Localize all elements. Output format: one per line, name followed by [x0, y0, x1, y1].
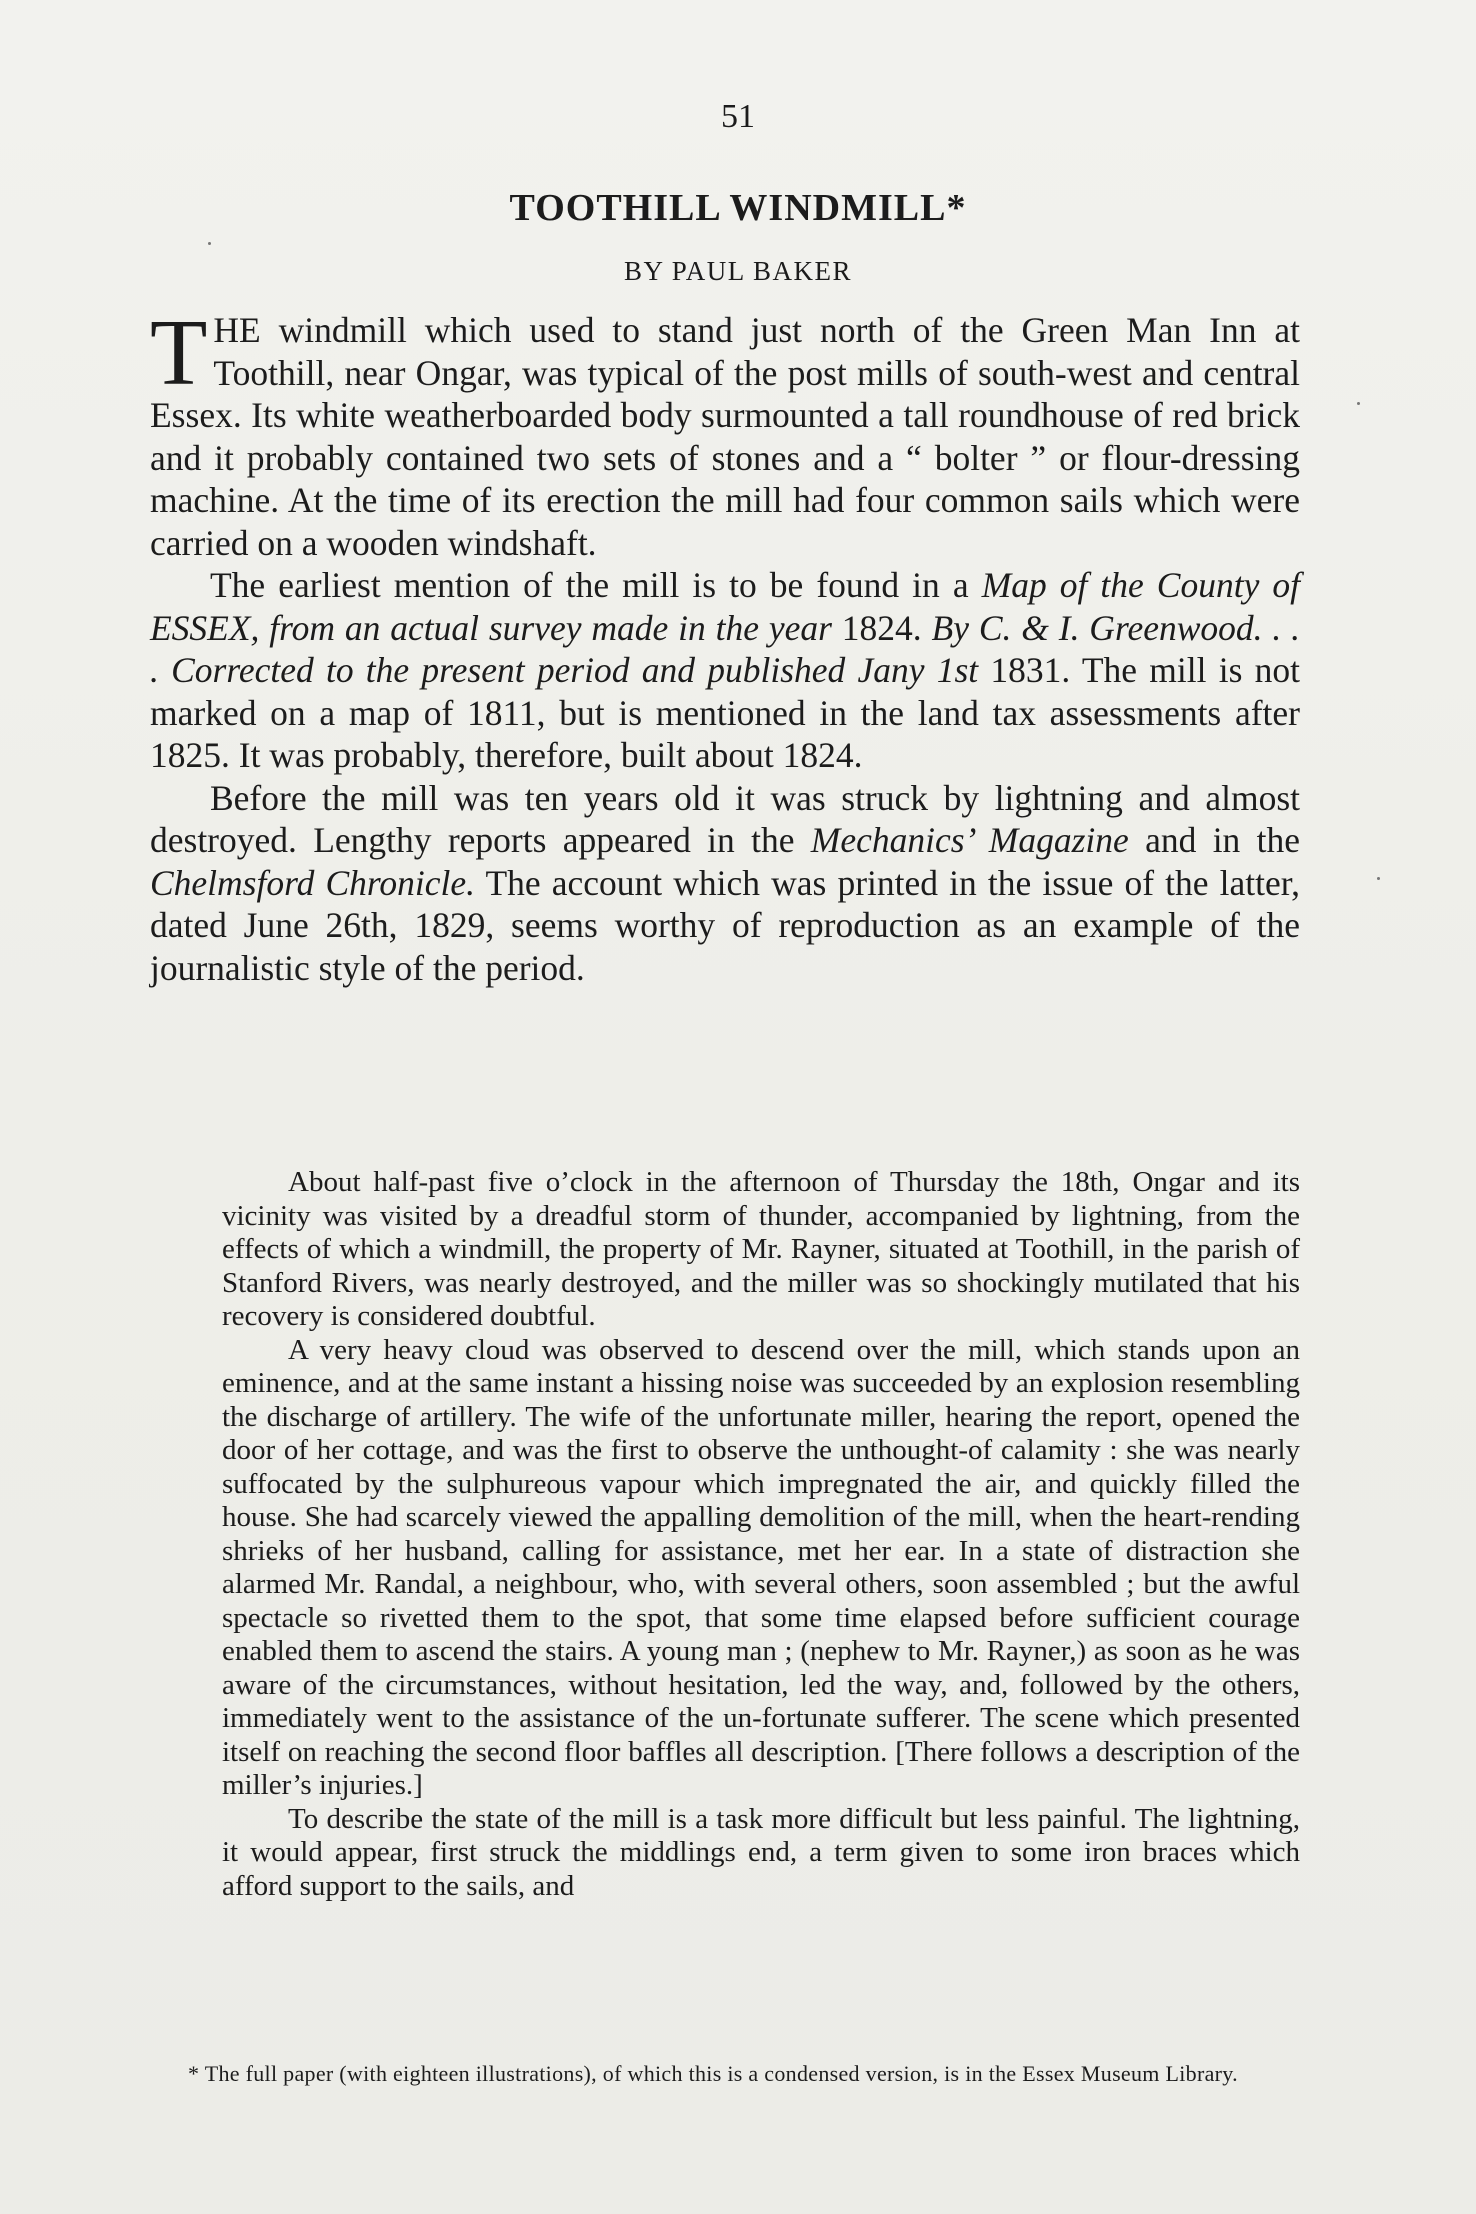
page-number: 51 [721, 98, 755, 135]
article-body [150, 301, 1301, 989]
paper-speck [208, 242, 211, 245]
article-title: TOOTHILL WINDMILL* [509, 187, 967, 229]
map-credit-italic: By C. & I. Greenwood. . . . Corrected to the present period and published Jany 1st [150, 607, 1300, 690]
drop-cap: T [150, 301, 208, 405]
paragraph-2-text-c: 1831. The mill is not marked on a map of 1811, but is mentioned in the land tax assessments after 1825. It was probably, therefore, built about 1824. [150, 650, 1300, 775]
quote-paragraph-1: About half-past five o’clock in the afternoon of Thursday the 18th, Ongar and its vicinity was visited by a dreadful storm of thunder, accompanied by lightning, from the effects of which a windmill, the property of Mr. Rayner, situated at Toothill, in the parish of Stanford Rivers, was nearly destroyed, and the miller was so shockingly mutilated that his recovery is considered doubtful. [222, 1166, 1300, 1332]
paragraph-2-text-a: The earliest mention of the mill is to be found in a [210, 565, 982, 605]
quote-paragraph-2: A very heavy cloud was observed to descend over the mill, which stands upon an eminence, and at the same instant a hissing noise was succeeded by an explosion resembling the discharge of artillery. The wife of the unfortunate miller, hearing the report, opened the door of her cottage, and was the first to observe the unthought-of calamity : she was nearly suffocated by the sulphureous vapour which impregnated the air, and quickly filled the house. She had scarcely viewed the appalling demolition of the mill, when the heart-rending shrieks of her husband, calling for assistance, met her ear. In a state of distraction she alarmed Mr. Randal, a neighbour, who, with several others, soon assembled ; but the awful spectacle so rivetted them to the spot, that some time elapsed before sufficient courage enabled them to ascend the stairs. A young man ; (nephew to Mr. Rayner,) as soon as he was aware of the circumstances, without hesitation, led the way, and, followed by the others, immediately went to the assistance of the un-fortunate sufferer. The scene which presented itself on reaching the second floor baffles all description. [There follows a description of the miller’s injuries.] [222, 1333, 1300, 1801]
mechanics-magazine-italic: Mechanics’ Magazine [810, 820, 1129, 860]
paragraph-3-text-a: Before the mill was ten years old it was struck by lightning and almost destroyed. Lengthy reports appeared in the [150, 777, 1300, 860]
paper-speck [1357, 402, 1360, 405]
paragraph-3-text-c: The account which was printed in the issue of the latter, dated June 26th, 1829, seems worthy of reproduction as an example of the journalistic style of the period. [150, 862, 1300, 988]
quote-paragraph-3: To describe the state of the mill is a task more difficult but less painful. The lightning, it would appear, first struck the middlings end, a term given to some iron braces which afford support to the sails, and [222, 1802, 1300, 1902]
paper-speck [1377, 877, 1380, 880]
paragraph-3-text-b: and in the [1128, 820, 1301, 860]
paragraph-1 [150, 301, 1300, 564]
quoted-report [222, 1166, 1300, 1903]
paragraph-2 [150, 564, 1300, 777]
footnote: * The full paper (with eighteen illustrations), of which this is a condensed version, is in the Essex Museum Library. [188, 2061, 1238, 2086]
chelmsford-chronicle-italic: Chelmsford Chronicle. [150, 862, 476, 903]
article-byline: BY PAUL BAKER [623, 256, 853, 286]
paragraph-3 [150, 777, 1300, 990]
map-title-italic: Map of the County of ESSEX, from an actual survey made in the year [150, 565, 1300, 648]
paragraph-2-text-b: 1824. [831, 607, 932, 648]
paragraph-1-text: HE windmill which used to stand just north of the Green Man Inn at Toothill, near Ongar, was typical of the post mills of south-west and central Essex. Its white weatherboarded body surmounted a tall roundhouse of red brick and it probably contained two sets of stones and a “ bolter ” or flour-dressing machine. At the time of its erection the mill had four common sails which were carried on a wooden windshaft. [150, 310, 1300, 563]
